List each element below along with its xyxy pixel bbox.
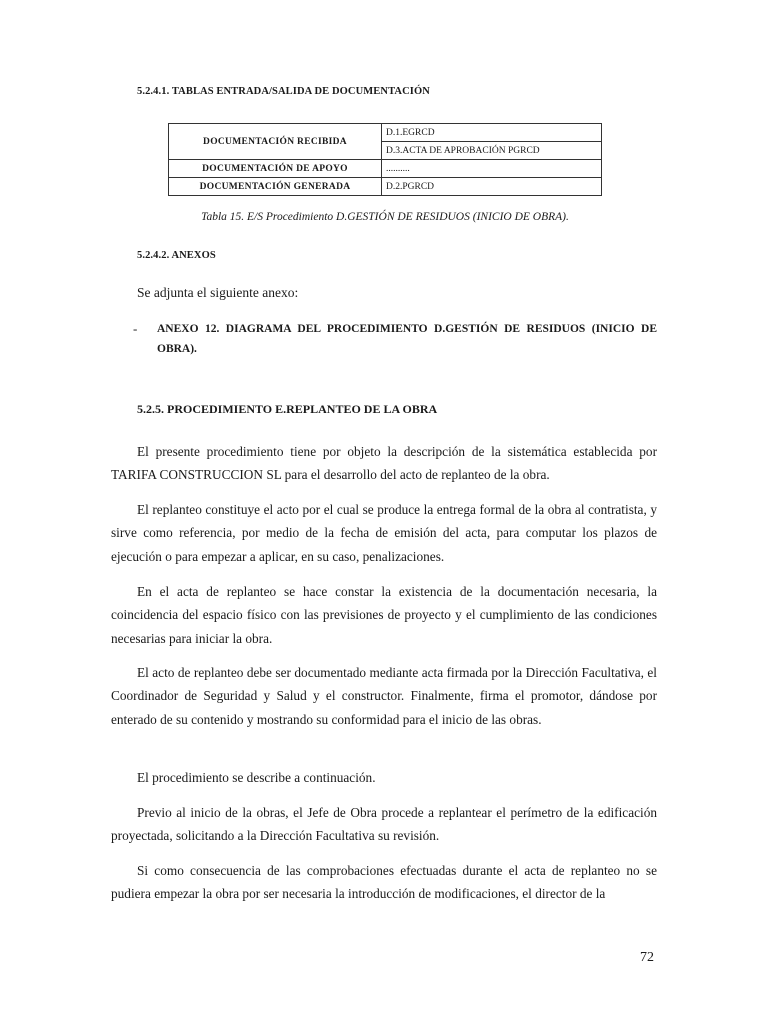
table-cell: D.2.PGRCD — [382, 178, 602, 196]
paragraph: En el acta de replanteo se hace constar la existencia de la documentación necesaria, la coincidencia del espacio físico con las previsiones de proyecto y el cumplimiento de las condiciones necesarias para iniciar la obra. — [111, 584, 657, 646]
paragraph: Previo al inicio de la obras, el Jefe de Obra procede a replantear el perímetro de la edificación proyectada, solicitando a la Dirección Facultativa su revisión. — [111, 805, 657, 844]
table-row — [169, 124, 602, 142]
support-docs-label: DOCUMENTACIÓN DE APOYO — [169, 160, 382, 178]
paragraph: El procedimiento se describe a continuación. — [137, 770, 376, 785]
generated-docs-label: DOCUMENTACIÓN GENERADA — [169, 178, 382, 196]
paragraph: El acto de replanteo debe ser documentado mediante acta firmada por la Dirección Facultativa, el Coordinador de Seguridad y Salud y el constructor. Finalmente, firma el promotor, dándose por enterado de su contenido y mostrando su conformidad para el inicio de las obras. — [111, 665, 657, 727]
table-cell: .......... — [382, 160, 602, 178]
paragraph: Si como consecuencia de las comprobaciones efectuadas durante el acta de replanteo no se pudiera empezar la obra por ser necesaria la introducción de modificaciones, el director de la — [111, 863, 657, 902]
table-row — [169, 178, 602, 196]
page-number: 72 — [640, 950, 654, 965]
paragraph: El presente procedimiento tiene por objeto la descripción de la sistemática establecida por TARIFA CONSTRUCCION SL para el desarrollo del acto de replanteo de la obra. — [111, 444, 657, 483]
annex-intro: Se adjunta el siguiente anexo: — [137, 285, 299, 300]
section-heading-525: 5.2.5. PROCEDIMIENTO E.REPLANTEO DE LA OBRA — [137, 402, 438, 416]
table-row — [169, 160, 602, 178]
table-cell: D.1.EGRCD — [382, 124, 602, 142]
bullet-marker: - — [133, 321, 138, 336]
section-heading-5241: 5.2.4.1. TABLAS ENTRADA/SALIDA DE DOCUMENTACIÓN — [137, 86, 430, 97]
section-heading-5242: 5.2.4.2. ANEXOS — [137, 250, 216, 261]
io-documentation-table — [168, 123, 602, 196]
received-docs-label: DOCUMENTACIÓN RECIBIDA — [169, 124, 382, 160]
table-caption: Tabla 15. E/S Procedimiento D.GESTIÓN DE RESIDUOS (INICIO DE OBRA). — [201, 211, 569, 223]
paragraph: El replanteo constituye el acto por el cual se produce la entrega formal de la obra al contratista, y sirve como referencia, por medio de la fecha de emisión del acta, para computar los plazos de ejecución o para empezar a aplicar, en su caso, penalizaciones. — [111, 502, 657, 564]
annex-list-item: ANEXO 12. DIAGRAMA DEL PROCEDIMIENTO D.GESTIÓN DE RESIDUOS (INICIO DE OBRA). — [157, 323, 657, 355]
table-cell: D.3.ACTA DE APROBACIÓN PGRCD — [382, 142, 602, 160]
